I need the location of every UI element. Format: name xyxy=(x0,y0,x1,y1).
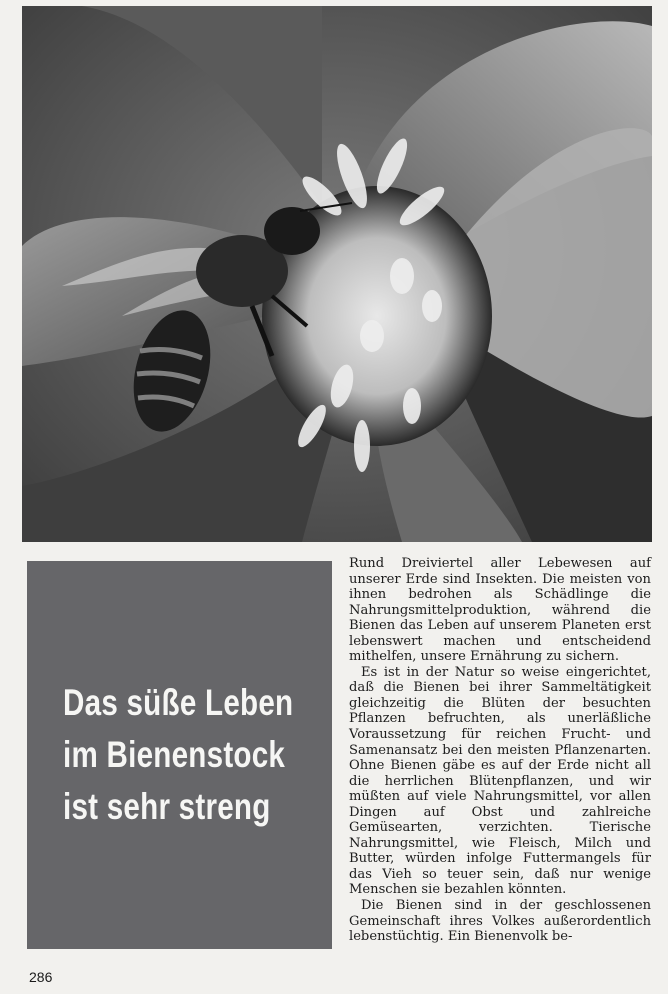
photo-graphic xyxy=(22,6,652,542)
article-paragraph: Es ist in der Natur so weise eingerichtet, daß die Bienen bei ihrer Sammeltätigkeit gleichzeitig die Blüten der besuchten Pflanzen befruchten, als unerläßliche Voraussetzung für reichen Frucht- und Samenansatz bei den meisten Pflanzenarten. Ohne Bienen gäbe es auf der Erde nicht all die herrlichen Blütenpflanzen, und wir müßten auf viele Nahrungsmittel, vor allen Dingen auf Obst und zahlreiche Gemüsearten, verzichten. Tierische Nahrungsmittel, wie Fleisch, Milch und Butter, würden infolge Futtermangels für das Vieh so teuer sein, daß nur wenige Menschen sie bezahlen könnten. xyxy=(349,664,651,898)
article-body xyxy=(349,556,651,945)
page-number: 286 xyxy=(29,969,53,985)
title-line-1: Das süße Leben xyxy=(63,682,294,723)
title-line-2: im Bienenstock xyxy=(63,734,286,775)
title-line-3: ist sehr streng xyxy=(63,786,271,827)
bee-flower-photo xyxy=(22,6,652,542)
article-paragraph: Die Bienen sind in der geschlossenen Gemeinschaft ihres Volkes außerordentlich lebenstüchtig. Ein Bienenvolk be- xyxy=(349,898,651,945)
article-paragraph: Rund Dreiviertel aller Lebewesen auf unserer Erde sind Insekten. Die meisten von ihnen bedrohen als Schädlinge die Nahrungsmittelproduktion, während die Bienen das Leben auf unserem Planeten erst lebenswert machen und entscheidend mithelfen, unsere Ernährung zu sichern. xyxy=(349,556,651,665)
article-title-box xyxy=(27,561,332,949)
